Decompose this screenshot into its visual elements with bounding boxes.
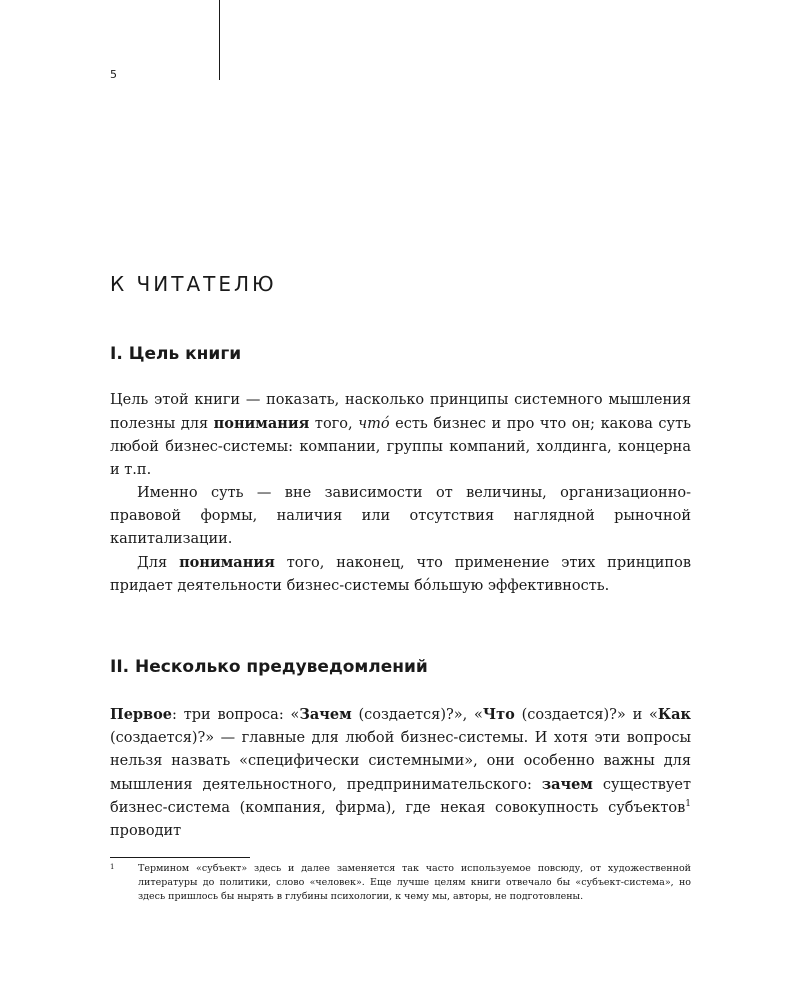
bold-term: понимания	[179, 554, 275, 571]
text-run: (создается)?» — главные для любой бизнес-системы. И хотя эти вопросы нельзя назвать «специфически системными», они особенно важны для мышления деятельностного, предпринимательского:	[110, 730, 691, 793]
footnote	[110, 862, 691, 904]
paragraph	[110, 389, 691, 482]
text-run: Для	[137, 555, 180, 571]
paragraph	[110, 703, 691, 843]
text-run: проводит	[110, 823, 182, 839]
bold-term: Что	[482, 706, 515, 723]
text-run: Цель этой книги — показать, насколько принципы системного мышления полезны для	[110, 392, 691, 432]
text-run: того, наконец, что применение этих принципов придает деятельности бизнес-системы бóльшую эффективность.	[110, 555, 691, 594]
footnote-separator	[110, 857, 250, 858]
text-run: того,	[309, 416, 359, 432]
section-notes-body	[110, 703, 691, 843]
section-heading-goal: I. Цель книги	[110, 344, 242, 364]
footnote-text: Термином «субъект» здесь и далее заменяется так часто используемое повсюду, от художественной литературы до политики, слово «человек». Еще лучше целям книги отвечало бы «субъект-система», но здесь пришлось бы нырять в глубины психологии, к чему мы, авторы, не подготовлены.	[138, 863, 691, 902]
bold-term: понимания	[213, 415, 310, 432]
section-goal-body	[110, 389, 691, 598]
italic-term: чтó	[358, 416, 390, 432]
bold-term: зачем	[541, 776, 593, 793]
text-run: (создается)?» и «	[514, 707, 658, 723]
text-run: : три вопроса: «	[172, 707, 300, 723]
footnote-reference[interactable]: 1	[685, 799, 691, 810]
gutter-line	[219, 0, 220, 80]
text-run: есть бизнес и про что он; какова суть любой бизнес-системы: компании, группы компаний, холдинга, концерна и т.п.	[110, 416, 691, 478]
text-run: (создается)?», «	[351, 707, 483, 723]
bold-term: Первое	[110, 706, 173, 723]
bold-term: Как	[657, 706, 691, 723]
bold-term: Зачем	[299, 706, 352, 723]
paragraph: Именно суть — вне зависимости от величины, организационно-правовой формы, наличия или отсутствия наглядной рыночной капитализации.	[110, 485, 691, 547]
footnote-mark: 1	[110, 863, 115, 871]
section-heading-notes: II. Несколько предуведомлений	[110, 657, 428, 677]
paragraph	[110, 551, 691, 598]
text-run: существует бизнес-система (компания, фирма), где некая совокупность субъектов	[110, 777, 692, 816]
chapter-title: К ЧИТАТЕЛЮ	[110, 272, 277, 296]
page-number: 5	[110, 68, 117, 81]
